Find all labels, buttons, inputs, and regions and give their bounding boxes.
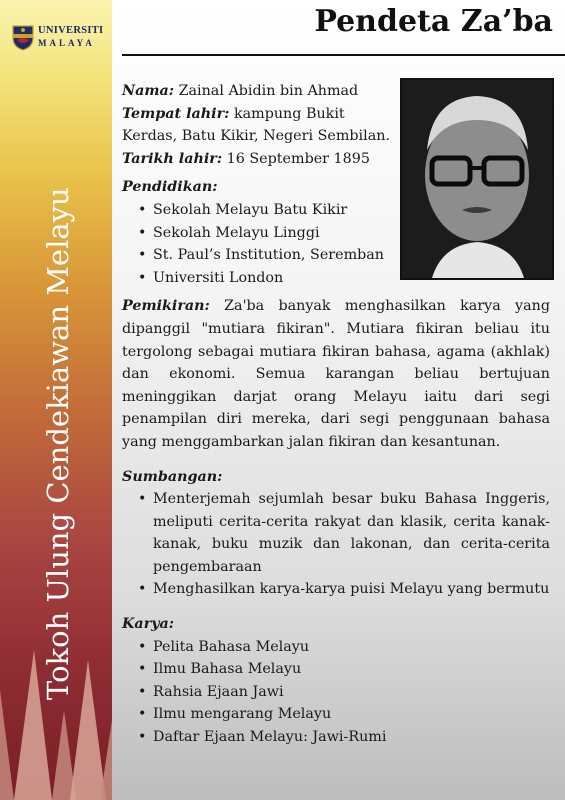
decorative-peaks [0, 650, 112, 800]
list-item: • Menterjemah sejumlah besar buku Bahasa Inggeris, meliputi cerita-cerita rakyat dan klasik, cerita kanak-kanak, buku muzik dan lakonan, dan cerita-cerita pengembaraan [138, 488, 550, 578]
bio-section [122, 80, 550, 170]
bio-name-line [122, 80, 392, 103]
list-item: • Ilmu mengarang Melayu [138, 703, 550, 726]
content-body [122, 80, 550, 749]
list-item: • Sekolah Melayu Linggi [138, 222, 550, 245]
bio-birthdate-line [122, 148, 392, 171]
list-item: • Rahsia Ejaan Jawi [138, 681, 550, 704]
university-logo [10, 22, 110, 58]
main-content [112, 0, 565, 800]
list-item: • Menghasilkan karya-karya puisi Melayu yang bermutu [138, 578, 550, 601]
logo-text-line2: MALAYA [38, 38, 95, 48]
page-title: Pendeta Za’ba [314, 4, 553, 39]
name-label: Nama: [122, 83, 175, 99]
bio-birthplace-line [122, 103, 392, 148]
works-heading: Karya: [122, 616, 175, 633]
sidebar-title: Tokoh Ulung Cendekiawan Melayu [41, 187, 75, 700]
logo-text-line1: UNIVERSITI [38, 25, 104, 36]
contributions-heading: Sumbangan: [122, 468, 223, 485]
birthplace-value: kampung Bukit Kerdas, Batu Kikir, Negeri Sembilan. [122, 105, 390, 145]
birthdate-value: 16 September 1895 [226, 150, 370, 167]
education-heading: Pendidikan: [122, 179, 218, 196]
education-list [122, 199, 550, 289]
birthdate-label: Tarikh lahir: [122, 150, 223, 167]
list-item: • Daftar Ejaan Melayu: Jawi-Rumi [138, 726, 550, 749]
thought-text: Za'ba banyak menghasilkan karya yang dipanggil "mutiara fikiran". Mutiara fikiran beliau itu tergolong sebagai mutiara fikiran bahasa, agama (akhlak) dan ekonomi. Semua karangan beliau bertujuan meninggikan darjat orang Melayu iaitu dari segi penampilan diri mereka, dari segi penggunaan bahasa yang menggambarkan jalan fikiran dan kesantunan. [122, 298, 550, 450]
list-item: • St. Paul’s Institution, Seremban [138, 244, 550, 267]
list-item: • Universiti London [138, 267, 550, 290]
thought-paragraph [122, 295, 550, 453]
contributions-list [122, 488, 550, 601]
list-item: • Sekolah Melayu Batu Kikir [138, 199, 550, 222]
name-value: Zainal Abidin bin Ahmad [178, 83, 359, 99]
thought-label: Pemikiran: [122, 298, 210, 315]
list-item: • Pelita Bahasa Melayu [138, 636, 550, 659]
works-list [122, 636, 550, 749]
sidebar [0, 0, 112, 800]
list-item: • Ilmu Bahasa Melayu [138, 658, 550, 681]
shield-icon [12, 25, 34, 51]
birthplace-label: Tempat lahir: [122, 105, 230, 122]
title-divider [122, 54, 565, 56]
